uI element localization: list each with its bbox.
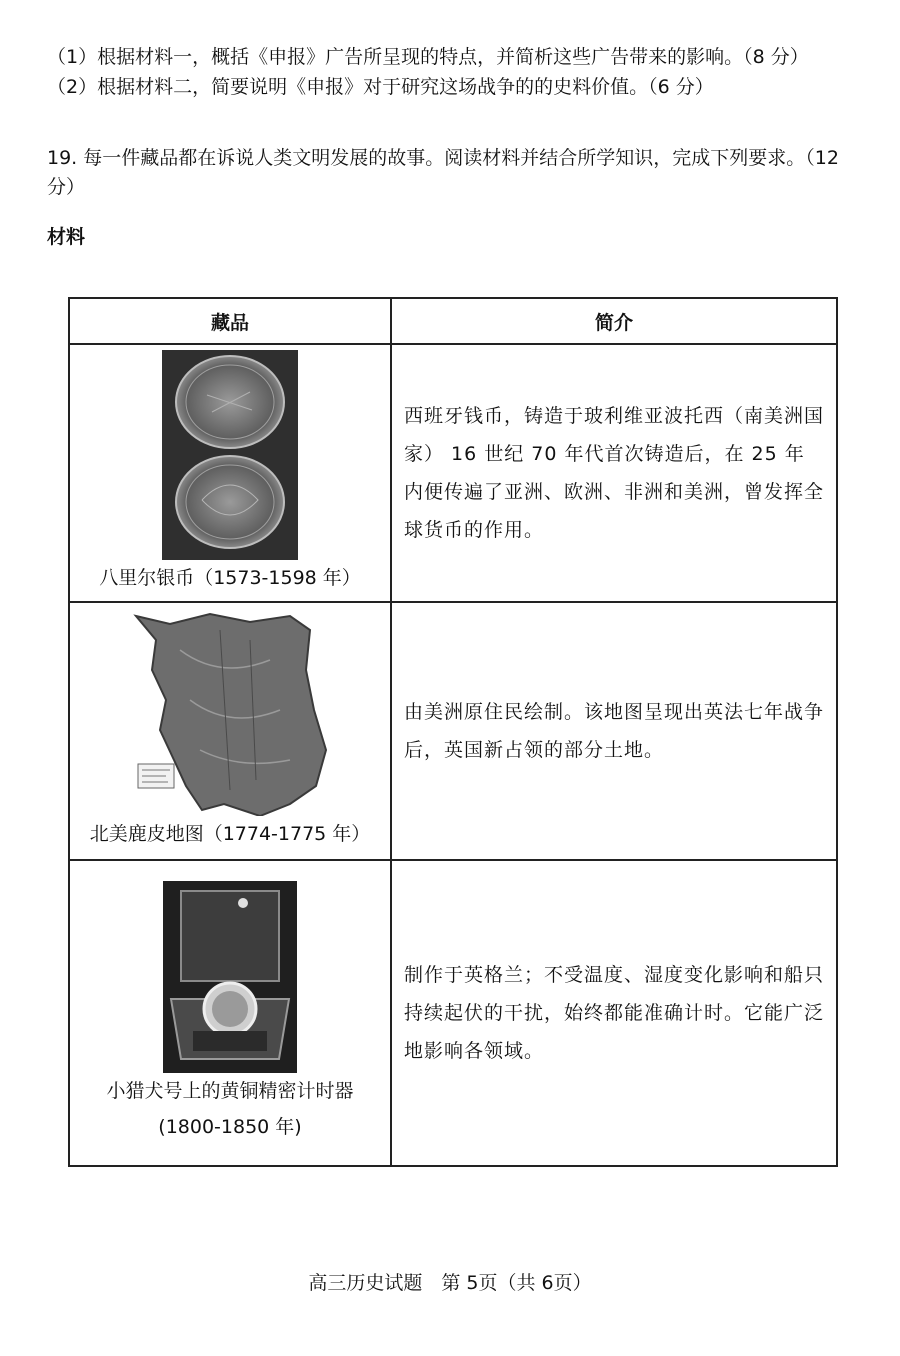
- collection-caption: 八里尔银币（1573-1598 年）: [99, 567, 361, 589]
- question-19-stem-line-1: 19. 每一件藏品都在诉说人类文明发展的故事。阅读材料并结合所学知识，完成下列要求。（12: [47, 147, 839, 169]
- collection-caption: 北美鹿皮地图（1774-1775 年）: [89, 823, 371, 845]
- header-introduction: 简介: [391, 298, 837, 344]
- collection-caption-years: (1800-1850 年): [158, 1116, 302, 1138]
- collection-description: 西班牙钱币，铸造于玻利维亚波托西（南美洲国家） 16 世纪 70 年代首次铸造后，在 25 年内便传遍了亚洲、欧洲、非洲和美洲，曾发挥全球货币的作用。: [391, 344, 837, 602]
- table-row: [69, 602, 837, 860]
- table-row: [69, 344, 837, 602]
- collection-item-cell: [69, 602, 391, 860]
- collection-table: [68, 297, 838, 1167]
- collection-item-cell: [69, 860, 391, 1166]
- header-collection-item: 藏品: [69, 298, 391, 344]
- collection-description: 由美洲原住民绘制。该地图呈现出英法七年战争后，英国新占领的部分土地。: [391, 602, 837, 860]
- question-19-stem-line-2: 分）: [47, 176, 86, 198]
- page-footer: 高三历史试题 第 5页（共 6页）: [308, 1272, 592, 1294]
- material-label: 材料: [47, 226, 86, 248]
- table-row: [69, 860, 837, 1166]
- silver-coin-photo: [162, 350, 298, 560]
- question-18-part-2: （2）根据材料二，简要说明《申报》对于研究这场战争的的史料价值。（6 分）: [47, 76, 714, 98]
- collection-description: 制作于英格兰；不受温度、湿度变化影响和船只持续起伏的干扰，始终都能准确计时。它能广泛地影响各领域。: [391, 860, 837, 1166]
- deerskin-map-photo: [130, 610, 330, 816]
- collection-item-cell: [69, 344, 391, 602]
- chronometer-photo: [163, 881, 297, 1073]
- table-header-row: [69, 298, 837, 344]
- question-18-part-1: （1）根据材料一，概括《申报》广告所呈现的特点，并简析这些广告带来的影响。（8 分）: [47, 46, 809, 68]
- collection-caption: 小猎犬号上的黄铜精密计时器: [106, 1080, 354, 1102]
